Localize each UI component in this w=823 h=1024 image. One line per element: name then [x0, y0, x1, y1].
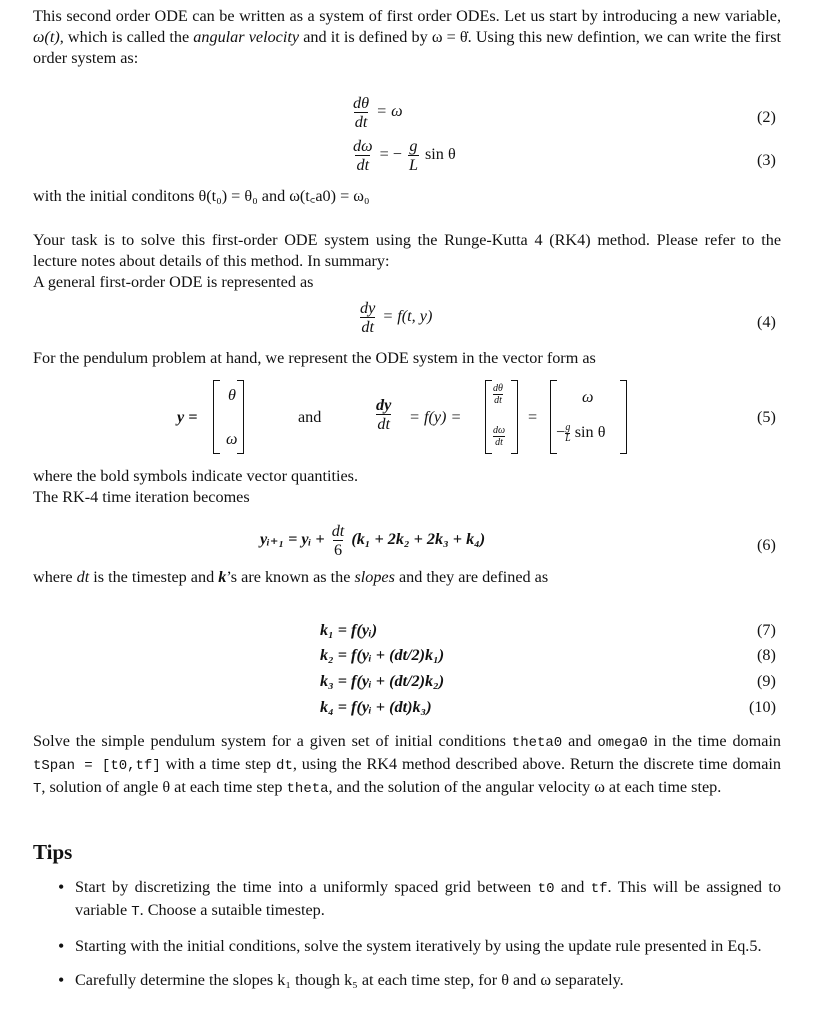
eq4-num: dy — [360, 299, 376, 317]
k2-equation: k₂ = f(yᵢ + (dt/2)k₁) — [320, 646, 445, 664]
solve-text-7: , and the solution of the angular velocity ω at each time step. — [328, 778, 722, 796]
tip1-tf: tf — [590, 881, 608, 897]
intro-paragraph — [33, 6, 781, 69]
tip1-text-a: Start by discretizing the time into a uniformly spaced grid between — [75, 878, 538, 896]
tip1-text-b: and — [554, 878, 591, 896]
eq6-frac-num: dt — [331, 522, 345, 540]
slopes-dt: dt — [76, 568, 90, 586]
tip-item — [33, 877, 781, 923]
equation-2-number: (2) — [757, 108, 776, 126]
tip3-text: Carefully determine the slopes k₁ though k₅ at each time step, for θ and ω separately. — [75, 971, 624, 989]
solve-text-5: , using the RK4 method described above. Return the discrete time domain — [292, 755, 782, 773]
equation-3-number: (3) — [757, 151, 776, 169]
equation-8-number: (8) — [757, 646, 776, 664]
eq6-frac-den: 6 — [333, 541, 343, 559]
eq3-rhs-pre: = − — [379, 145, 402, 164]
eq3-g: g — [409, 137, 418, 155]
eq5-bracket-3-right — [620, 380, 627, 454]
slopes-word: slopes — [354, 568, 395, 586]
solve-paragraph — [33, 731, 781, 800]
eq5-domega-dt — [493, 425, 505, 448]
eq2-num: dθ — [353, 94, 370, 112]
eq5-neg: − — [556, 423, 566, 442]
eq5-neg-g-L-sin — [556, 423, 605, 444]
solve-text-3: in the time domain — [647, 732, 781, 750]
intro-text-1: This second order ODE can be written as a system of first order ODEs. Let us start by introducing a new variable, — [33, 7, 781, 25]
k4-equation: k₄ = f(yᵢ + (dt)k₃) — [320, 698, 432, 716]
slopes-mid: is the timestep and — [89, 568, 219, 586]
tips-heading: Tips — [33, 840, 73, 864]
eq5-domega: dω — [493, 425, 506, 436]
rk4-iteration-text: The RK-4 time iteration becomes — [33, 488, 250, 506]
slopes-mid2: ’s are known as the — [226, 568, 355, 586]
eq5-equals: = — [528, 408, 538, 426]
tip2-text: Starting with the initial conditions, solve the system iteratively by using the update rule presented in Eq.5. — [75, 937, 762, 955]
intro-text-2: , which is called the — [59, 28, 194, 46]
eq5-dt-theta: dt — [494, 395, 502, 406]
eq5-dy-dt — [373, 396, 394, 433]
solve-tspan: tSpan = [t0,tf] — [33, 758, 161, 774]
tip1-text-d: . Choose a sutaible timestep. — [139, 901, 325, 919]
slopes-pre: where — [33, 568, 77, 586]
tip1-text-c: . This will be assigned to variable — [75, 878, 781, 919]
eq4-den: dt — [361, 318, 374, 336]
eq5-bracket-2-left — [485, 380, 492, 454]
solve-text-1: Solve the simple pendulum system for a given set of initial conditions — [33, 732, 512, 750]
tip-item — [33, 970, 781, 991]
intro-angular-velocity: angular velocity — [193, 28, 300, 46]
tips-list — [33, 877, 781, 1004]
k1-equation: k₁ = f(yᵢ) — [320, 621, 378, 639]
solve-T: T — [33, 781, 42, 797]
tip1-t0: t0 — [537, 881, 555, 897]
eq3-num: dω — [353, 137, 373, 155]
eq5-theta: θ — [228, 386, 236, 404]
pendulum-vector-text: For the pendulum problem at hand, we represent the ODE system in the vector form as — [33, 349, 596, 367]
slopes-post: and they are defined as — [394, 568, 549, 586]
eq5-bracket-1-left — [213, 380, 220, 454]
k3-equation: k₃ = f(yᵢ + (dt/2)k₂) — [320, 672, 445, 690]
equation-6 — [260, 522, 485, 559]
solve-theta: theta — [286, 781, 329, 797]
eq2-rhs: = ω — [376, 102, 403, 121]
solve-text-6: , solution of angle θ at each time step — [41, 778, 287, 796]
solve-omega0: omega0 — [597, 735, 648, 751]
eq5-omega-rhs: ω — [582, 388, 594, 406]
general-ode-text: A general first-order ODE is represented as — [33, 273, 314, 291]
eq5-dtheta: dθ — [493, 383, 503, 394]
tip1-T: T — [131, 904, 140, 920]
slopes-paragraph — [33, 567, 781, 588]
bold-symbols-note: where the bold symbols indicate vector quantities. — [33, 467, 359, 485]
eq5-g: g — [565, 422, 571, 433]
solve-dt: dt — [276, 758, 293, 774]
task-paragraph: Your task is to solve this first-order ODE system using the Runge-Kutta 4 (RK4) method. Please refer to the lecture notes about details of this method. In summary: — [33, 231, 781, 270]
eq3-L: L — [408, 156, 418, 174]
solve-text-4: with a time step — [160, 755, 277, 773]
eq3-rhs-post: sin θ — [425, 145, 456, 164]
eq5-f: = f(y) = — [409, 408, 462, 426]
eq5-y: y = — [177, 408, 198, 426]
solve-theta0: theta0 — [511, 735, 563, 751]
equation-10-number: (10) — [749, 698, 776, 716]
intro-omega-t: ω(t) — [33, 28, 60, 46]
equation-9-number: (9) — [757, 672, 776, 690]
eq5-and: and — [298, 408, 322, 426]
equation-6-number: (6) — [757, 536, 776, 554]
eq5-dt-omega: dt — [495, 437, 503, 448]
eq5-sin: sin θ — [574, 423, 606, 442]
slopes-k: k — [218, 568, 227, 586]
eq5-bracket-1-right — [237, 380, 244, 454]
equation-5-number: (5) — [757, 408, 776, 426]
eq5-L: L — [565, 433, 571, 444]
eq5-omega: ω — [226, 430, 238, 448]
equation-2 — [350, 94, 403, 131]
tip-item — [33, 936, 781, 957]
eq5-dt: dt — [377, 415, 390, 433]
eq5-dy: dy — [376, 396, 392, 414]
eq5-bracket-2-right — [511, 380, 518, 454]
eq3-den: dt — [356, 156, 370, 174]
equation-7-number: (7) — [757, 621, 776, 639]
equation-4 — [357, 299, 432, 336]
solve-text-2: and — [562, 732, 598, 750]
initial-conditions: with the initial conditons θ(t₀) = θ₀ and ω(t꜀a0) = ω₀ — [33, 187, 370, 205]
eq6-rhs: (k₁ + 2k₂ + 2k₃ + k₄) — [351, 530, 486, 549]
eq6-lhs: yᵢ₊₁ = yᵢ + — [260, 530, 325, 549]
eq5-dtheta-dt — [493, 383, 503, 406]
equation-3 — [350, 137, 456, 174]
equation-4-number: (4) — [757, 313, 776, 331]
eq2-den: dt — [354, 113, 368, 131]
intro-text-3: and it is defined by ω = θ̇. Using this new defintion, we can write the first order system as: — [33, 28, 782, 67]
eq4-rhs: = f(t, y) — [382, 307, 433, 326]
